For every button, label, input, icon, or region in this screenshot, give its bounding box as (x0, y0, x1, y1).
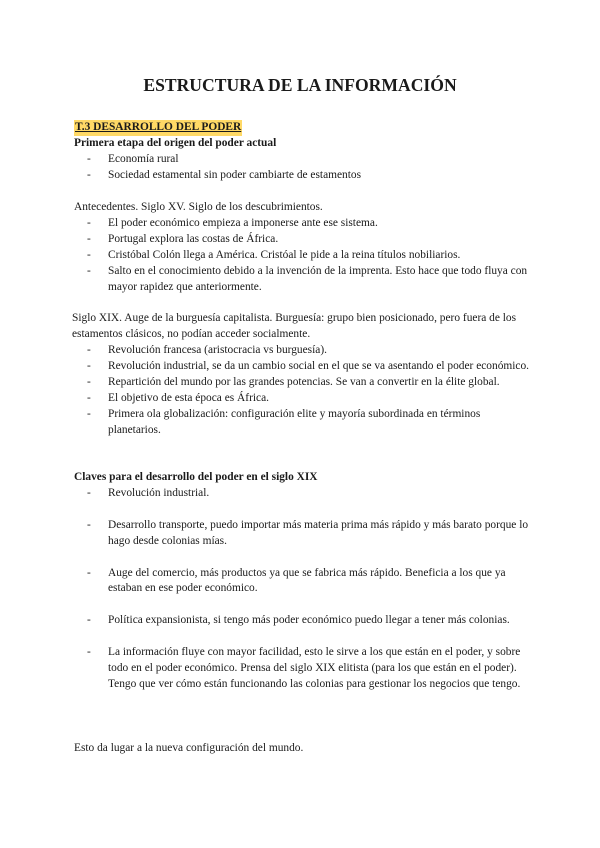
antecedents-intro: Antecedentes. Siglo XV. Siglo de los descubrimientos. (74, 201, 323, 213)
list-item: - Política expansionista, si tengo más poder económico puedo llegar a tener más colonias. (87, 613, 532, 629)
keys-heading: Claves para el desarrollo del poder en el siglo XIX (74, 471, 318, 483)
list-item: - Economía rural (87, 152, 532, 168)
list-item: - Revolución industrial, se da un cambio social en el que se va asentando el poder económico. (87, 359, 532, 375)
xix-intro: Siglo XIX. Auge de la burguesía capitalista. Burguesía: grupo bien posicionado, pero fuera de los estamentos clásicos, no podían acceder socialmente. (72, 312, 517, 340)
list-item: - Revolución francesa (aristocracia vs burguesía). (87, 343, 532, 359)
closing-text: Esto da lugar a la nueva configuración del mundo. (74, 742, 304, 754)
first-stage-list (87, 152, 532, 184)
list-item: - Salto en el conocimiento debido a la invención de la imprenta. Esto hace que todo fluya con mayor rapidez que anteriormente. (87, 264, 532, 296)
list-item: - El poder económico empieza a imponerse ante ese sistema. (87, 216, 532, 232)
list-item: - Desarrollo transporte, puedo importar más materia prima más rápido y más barato porque lo hago desde colonias mías. (87, 518, 532, 550)
xix-list (87, 343, 532, 438)
antecedents-list (87, 216, 532, 296)
first-stage-heading: Primera etapa del origen del poder actual (74, 137, 277, 149)
keys-list (87, 486, 532, 709)
list-item: - Portugal explora las costas de África. (87, 232, 532, 248)
list-item: - Revolución industrial. (87, 486, 532, 502)
list-item: - El objetivo de esta época es África. (87, 391, 532, 407)
list-item: - Repartición del mundo por las grandes potencias. Se van a convertir en la élite global. (87, 375, 532, 391)
list-item: - Sociedad estamental sin poder cambiarte de estamentos (87, 168, 532, 184)
list-item: - Primera ola globalización: configuración elite y mayoría subordinada en términos planetarios. (87, 407, 532, 439)
section-heading: T.3 DESARROLLO DEL PODER (74, 120, 242, 136)
list-item: - Cristóbal Colón llega a América. Cristóal le pide a la reina títulos nobiliarios. (87, 248, 532, 264)
document-title: ESTRUCTURA DE LA INFORMACIÓN (143, 75, 457, 95)
list-item: - Auge del comercio, más productos ya que se fabrica más rápido. Beneficia a los que ya estaban en ese poder económico. (87, 566, 532, 598)
list-item: - La información fluye con mayor facilidad, esto le sirve a los que están en el poder, y sobre todo en el poder económico. Prensa del siglo XIX elitista (para los que están en el poder). Tengo que ver cómo están funcionando las colonias para gestionar los negocios que tengo. (87, 645, 532, 693)
